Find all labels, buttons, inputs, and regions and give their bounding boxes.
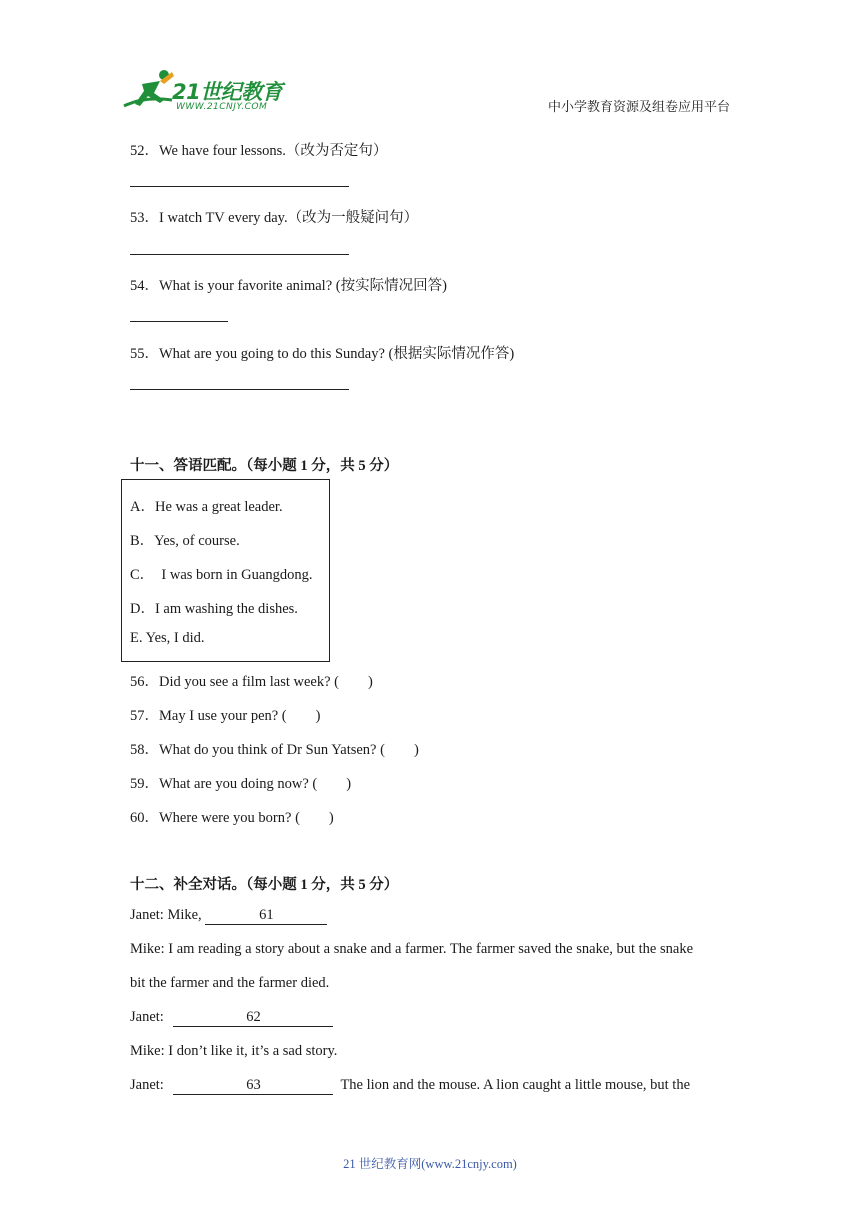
option-a: A．He was a great leader.: [130, 499, 283, 515]
speaker-janet-1: Janet: Mike,: [130, 907, 206, 923]
question-56: 56．Did you see a film last week? ( ): [130, 674, 373, 690]
runner-icon: [120, 66, 180, 114]
dialogue-line-1: [130, 907, 327, 925]
speaker-janet-3: Janet:: [130, 1077, 168, 1093]
option-d: D．I am washing the dishes.: [130, 601, 298, 617]
dialogue-line-4: [130, 1009, 333, 1027]
question-55: 55．What are you going to do this Sunday? (根据实际情况作答): [130, 346, 515, 362]
answer-line-54[interactable]: [130, 321, 228, 322]
question-54: 54．What is your favorite animal? (按实际情况回答): [130, 278, 447, 294]
header-tagline: 中小学教育资源及组卷应用平台: [547, 100, 730, 115]
question-57: 57．May I use your pen? ( ): [130, 708, 321, 724]
dialogue-line-6: [130, 1077, 690, 1095]
blank-63[interactable]: 63: [173, 1077, 333, 1095]
blank-62[interactable]: 62: [173, 1009, 333, 1027]
option-b: B．Yes, of course.: [130, 533, 240, 549]
question-59: 59．What are you doing now? ( ): [130, 776, 352, 792]
logo-text: 21世纪教育: [172, 80, 283, 104]
dialogue-line-2: Mike: I am reading a story about a snake and a farmer. The farmer saved the snake, but the snake: [130, 941, 694, 957]
logo-url: WWW.21CNJY.COM: [176, 102, 268, 112]
blank-61[interactable]: 61: [205, 907, 327, 925]
answer-line-55[interactable]: [130, 389, 349, 390]
option-c: C． I was born in Guangdong.: [130, 567, 313, 583]
speaker-janet-2: Janet:: [130, 1009, 168, 1025]
site-logo: [120, 66, 290, 116]
dialogue-line-5: Mike: I don’t like it, it’s a sad story.: [130, 1043, 338, 1059]
section-12-title: 十二、补全对话。（每小题 1 分，共 5 分）: [130, 877, 399, 893]
section-11-title: 十一、答语匹配。（每小题 1 分，共 5 分）: [130, 458, 399, 474]
dialogue-line-6-text: The lion and the mouse. A lion caught a little mouse, but the: [340, 1077, 691, 1093]
footer-link[interactable]: 21 世纪教育网(www.21cnjy.com): [343, 1157, 517, 1171]
option-e: E. Yes, I did.: [130, 630, 205, 646]
question-58: 58．What do you think of Dr Sun Yatsen? ( ): [130, 742, 419, 758]
question-60: 60．Where were you born? ( ): [130, 810, 334, 826]
question-53: 53．I watch TV every day.（改为一般疑问句）: [130, 210, 419, 226]
answer-line-53[interactable]: [130, 254, 349, 255]
answer-line-52[interactable]: [130, 186, 349, 187]
question-52: 52．We have four lessons.（改为否定句）: [130, 143, 388, 159]
dialogue-line-3: bit the farmer and the farmer died.: [130, 975, 330, 991]
